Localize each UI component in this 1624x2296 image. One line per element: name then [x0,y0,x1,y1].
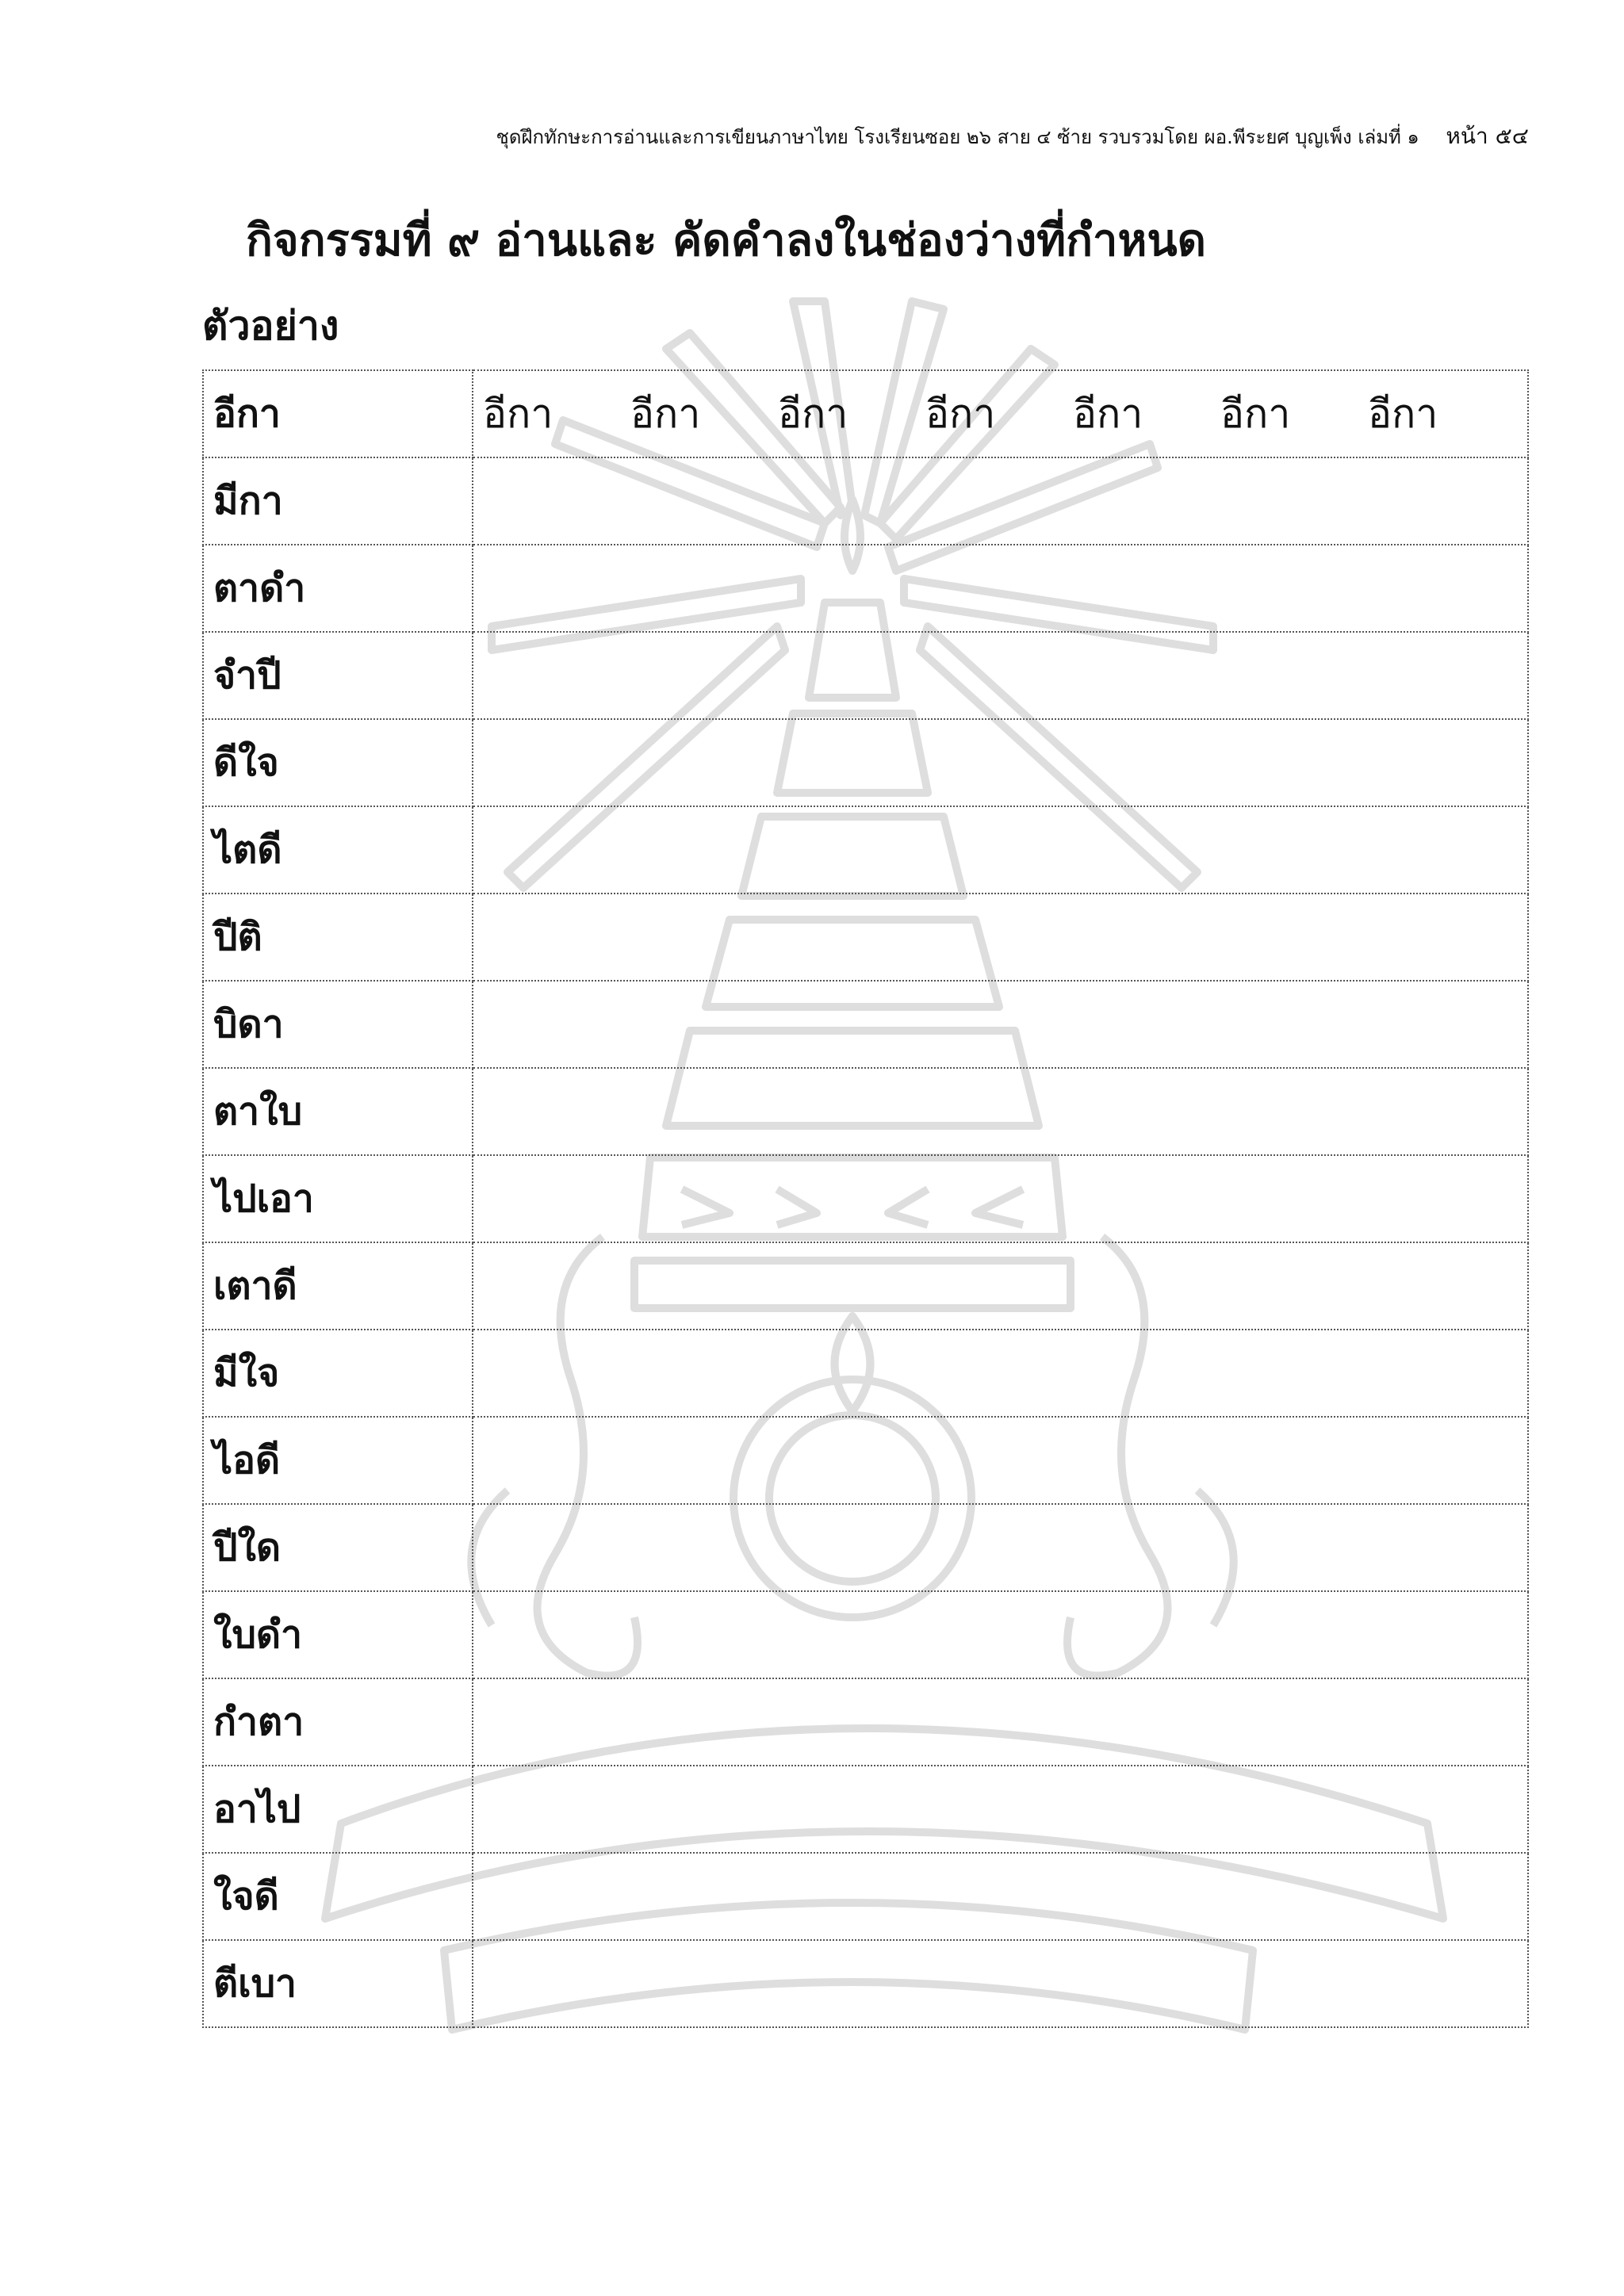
example-copy: อีกา [1220,390,1291,437]
example-copy: อีกา [630,390,701,437]
practice-table [202,369,1529,2028]
practice-row [203,545,1528,632]
practice-row [203,457,1528,545]
example-copy: อีกา [1073,390,1143,437]
writing-space[interactable] [473,1766,1528,1853]
practice-row [203,1940,1528,2027]
activity-title: กิจกรรมที่ ๙ อ่านและ คัดคำลงในช่องว่างที่กำหนด [246,215,1207,266]
practice-row [203,1678,1528,1766]
practice-row [203,1242,1528,1330]
practice-word: จำปี [203,632,473,719]
practice-row [203,1591,1528,1678]
writing-space[interactable] [473,719,1528,806]
writing-space[interactable] [473,1940,1528,2027]
writing-space[interactable] [473,1417,1528,1504]
writing-space[interactable] [473,981,1528,1068]
page-number: หน้า ๕๔ [1446,123,1529,149]
example-word: อีกา [203,370,473,457]
writing-space[interactable] [473,1504,1528,1591]
practice-row [203,1766,1528,1853]
practice-row [203,981,1528,1068]
example-copy: อีกา [483,390,553,437]
writing-space[interactable] [473,1068,1528,1155]
writing-space[interactable] [473,1853,1528,1940]
practice-word: ตาดำ [203,545,473,632]
practice-word: ไอดี [203,1417,473,1504]
writing-space[interactable] [473,457,1528,545]
practice-word: มีกา [203,457,473,545]
writing-space[interactable] [473,1155,1528,1242]
practice-word: กำตา [203,1678,473,1766]
practice-row [203,1330,1528,1417]
example-copy: อีกา [925,390,996,437]
example-row [203,370,1528,457]
practice-row [203,806,1528,894]
practice-row [203,894,1528,981]
practice-row [203,1155,1528,1242]
header-text: ชุดฝึกทักษะการอ่านและการเขียนภาษาไทย โรงเรียนซอย ๒๖ สาย ๔ ซ้าย รวบรวมโดย ผอ.พีระยศ บุญเพ็ง เล่มที่ ๑ [496,126,1419,148]
example-copy: อีกา [1368,390,1438,437]
practice-word: ตาใบ [203,1068,473,1155]
practice-word: ดีใจ [203,719,473,806]
practice-word: ตีเบา [203,1940,473,2027]
practice-word: มีใจ [203,1330,473,1417]
practice-word: บิดา [203,981,473,1068]
example-label: ตัวอย่าง [202,303,339,349]
writing-space[interactable] [473,632,1528,719]
example-copies [483,383,1527,446]
practice-word: เตาดี [203,1242,473,1330]
writing-space[interactable] [473,806,1528,894]
example-copies-cell [473,370,1528,457]
practice-word: ใจดี [203,1853,473,1940]
practice-word: อาไป [203,1766,473,1853]
practice-word: ปีใด [203,1504,473,1591]
practice-word: ไปเอา [203,1155,473,1242]
practice-word: ปีติ [203,894,473,981]
practice-row [203,1417,1528,1504]
page-header [428,119,1529,154]
practice-row [203,632,1528,719]
writing-space[interactable] [473,545,1528,632]
writing-space[interactable] [473,1242,1528,1330]
writing-space[interactable] [473,1591,1528,1678]
practice-word: ไตดี [203,806,473,894]
example-copy: อีกา [778,390,848,437]
practice-row [203,1504,1528,1591]
practice-row [203,1853,1528,1940]
writing-space[interactable] [473,1678,1528,1766]
writing-space[interactable] [473,894,1528,981]
practice-row [203,719,1528,806]
practice-row [203,1068,1528,1155]
practice-word: ใบดำ [203,1591,473,1678]
writing-space[interactable] [473,1330,1528,1417]
